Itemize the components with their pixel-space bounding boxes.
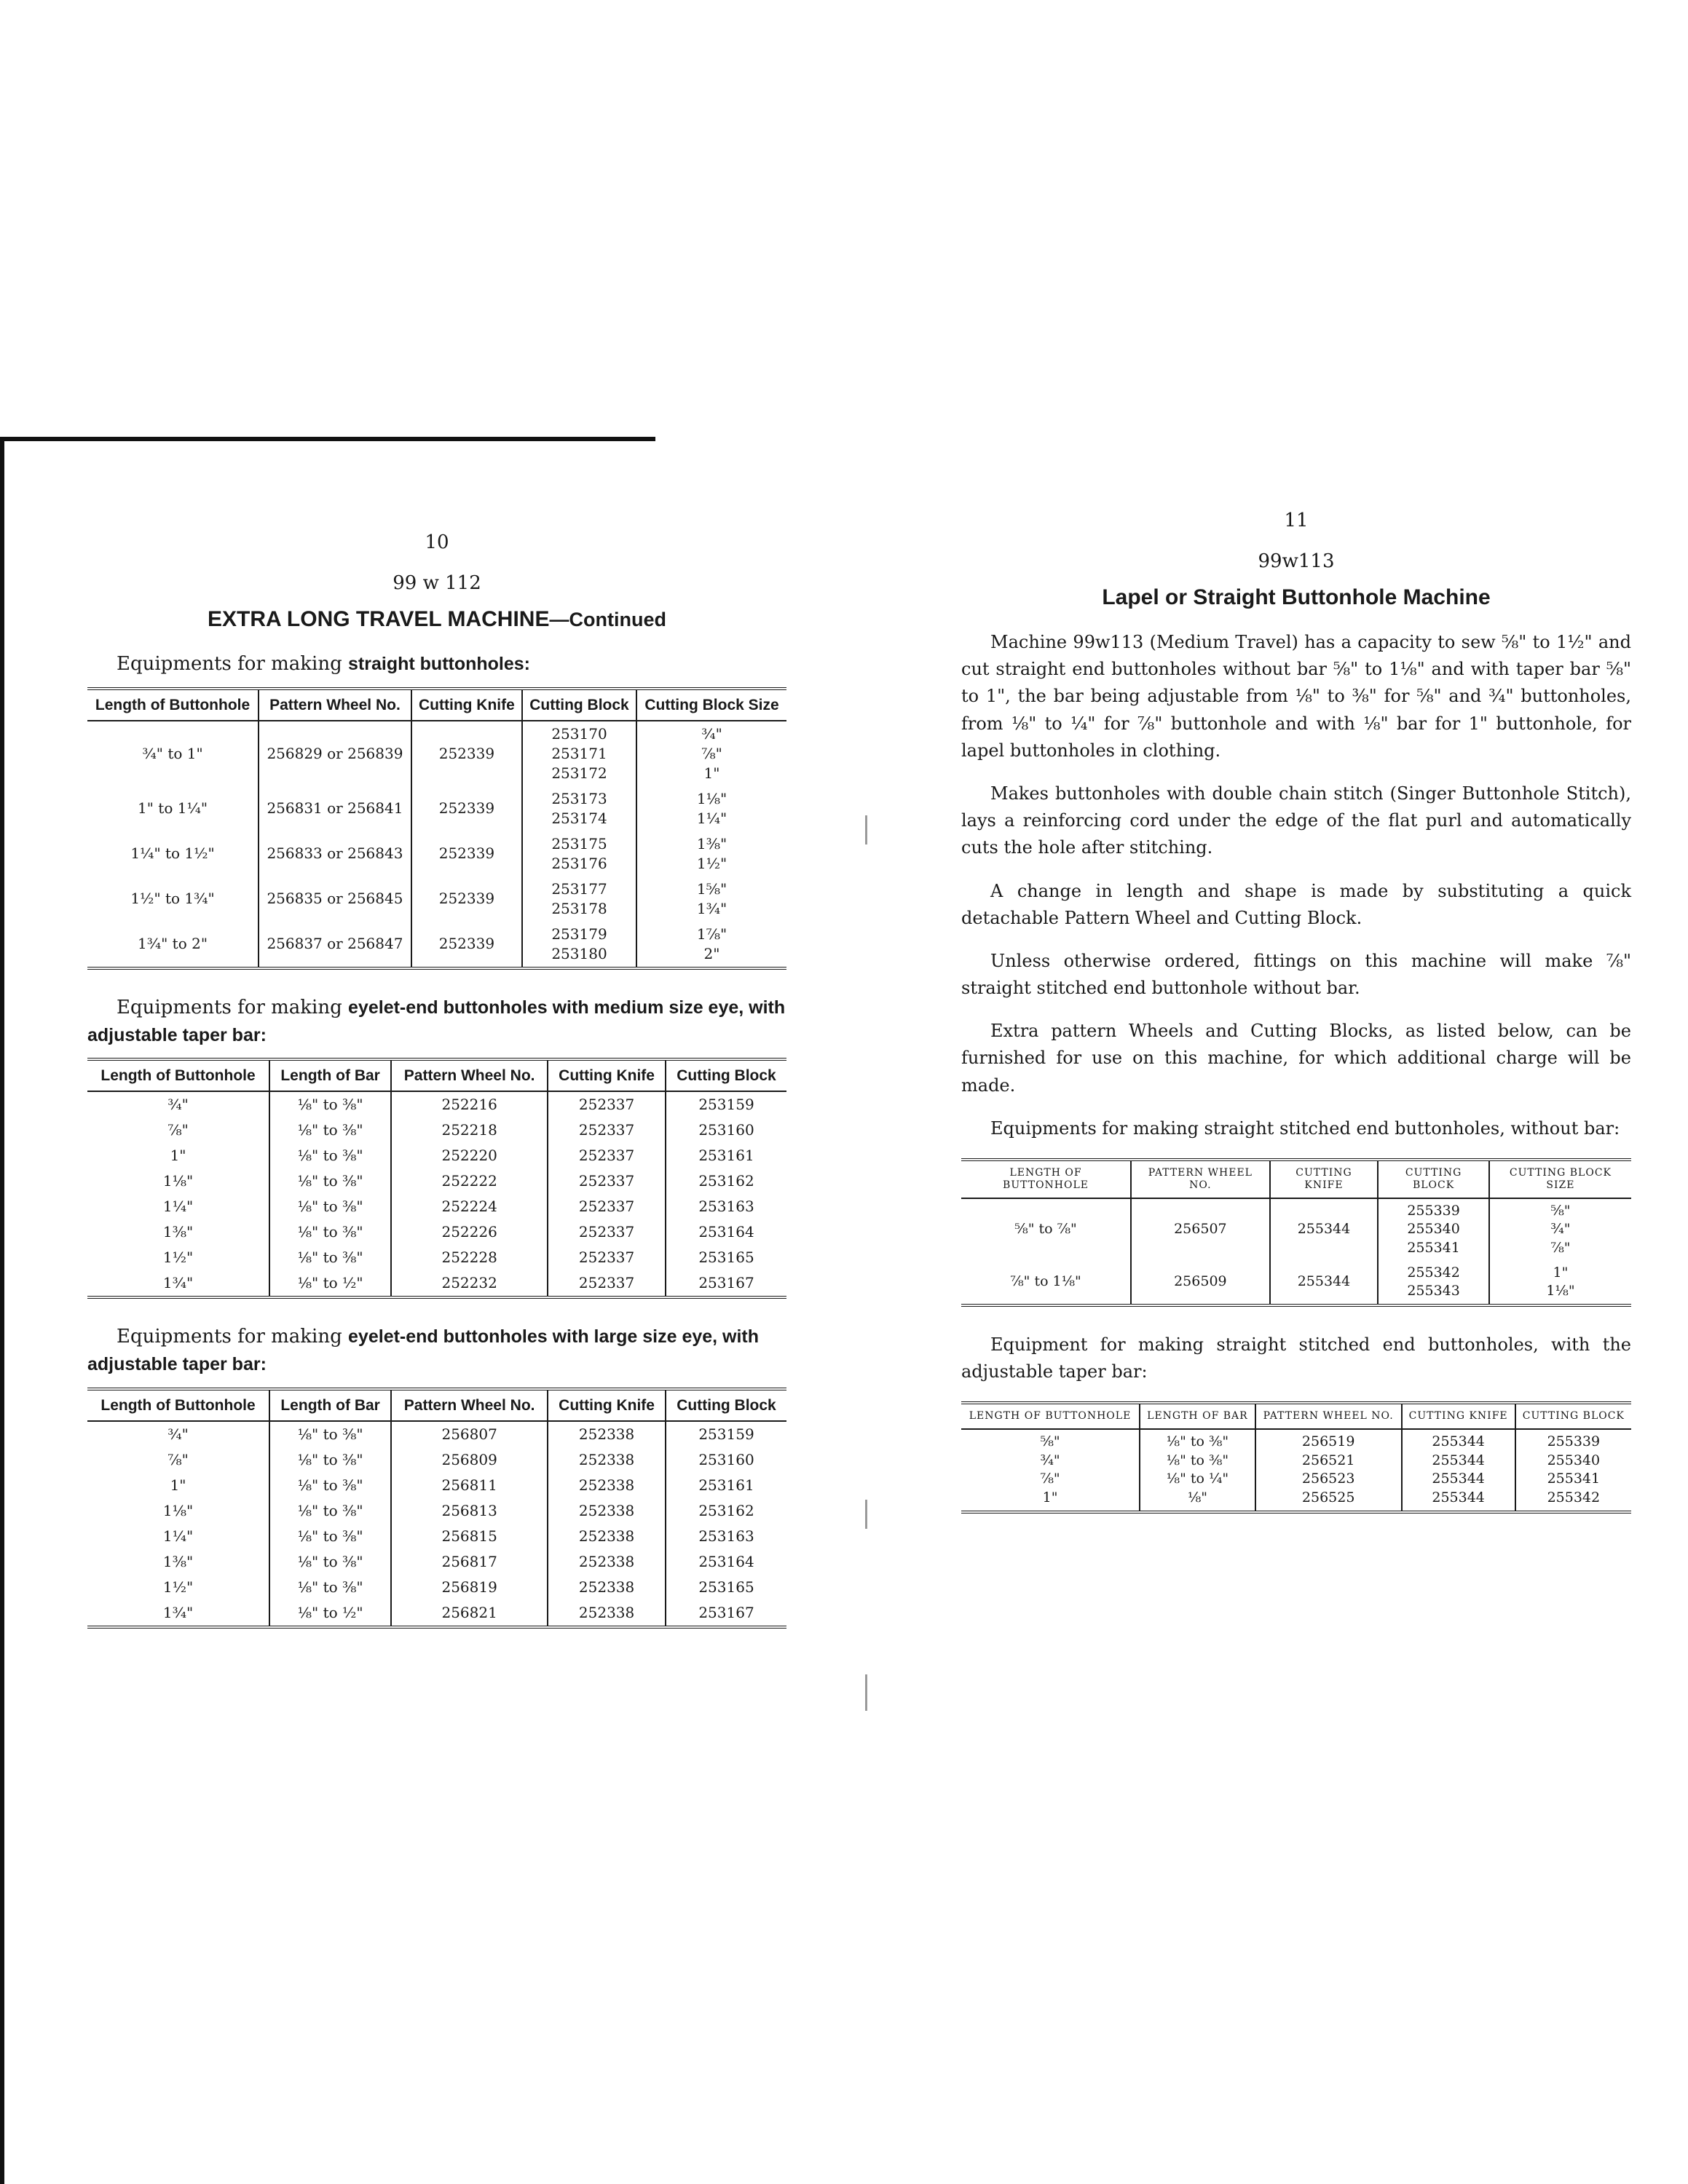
col-header: LENGTH OF BAR xyxy=(1140,1403,1255,1429)
cell: ⅛" to ⅜" xyxy=(269,1245,391,1270)
table-row xyxy=(87,1498,786,1524)
cell-knife: 252339 xyxy=(411,721,522,786)
cell-sizes: 1⅞" 2" xyxy=(636,922,786,968)
description-paragraph: A change in length and shape is made by substituting a quick detachable Pattern Wheel and Cutting Block. xyxy=(961,880,1631,928)
cell: 1½" xyxy=(162,1578,194,1596)
description-paragraph: Makes buttonholes with double chain stitch (Singer Buttonhole Stitch), lays a reinforcing cord under the edge of the flat purl and automatically cuts the hole after stitching. xyxy=(961,783,1631,858)
right-page xyxy=(961,510,1631,1538)
cell-wheel: 256509 xyxy=(1131,1261,1270,1305)
section-intro: Equipment for making straight stitched end buttonholes, with the adjustable taper bar: xyxy=(961,1334,1631,1382)
page-title xyxy=(87,607,786,632)
intro-bold: straight buttonholes: xyxy=(348,654,531,674)
cell: 253165 xyxy=(666,1575,786,1600)
cell: 252220 xyxy=(391,1143,548,1168)
cell-blocks: 253177 253178 xyxy=(522,877,636,922)
intro-text: Equipments for making xyxy=(117,653,349,675)
intro-bold: eyelet-end buttonholes with large size eye, with adjustable taper bar: xyxy=(87,1326,760,1375)
table-row xyxy=(87,1219,786,1245)
cell: 252222 xyxy=(391,1168,548,1194)
cell: 252337 xyxy=(548,1091,666,1117)
cell: 1⅛" xyxy=(162,1502,194,1519)
col-header: Cutting Block xyxy=(522,689,636,721)
cell: ¾" xyxy=(167,1096,189,1114)
cell-blocks: 253173 253174 xyxy=(522,786,636,831)
col-header: LENGTH OF BUTTONHOLE xyxy=(961,1403,1140,1429)
table-row xyxy=(961,1261,1631,1305)
cell-knife: 255344 xyxy=(1270,1198,1379,1261)
cell-sizes: 1⅝" 1¾" xyxy=(636,877,786,922)
page-title: Lapel or Straight Buttonhole Machine xyxy=(1102,585,1491,609)
cell: 253159 xyxy=(666,1091,786,1117)
col-header: Length of Buttonhole xyxy=(87,1389,269,1421)
table-row xyxy=(961,1429,1631,1512)
description-paragraph: Machine 99w113 (Medium Travel) has a capacity to sew ⅝" to 1½" and cut straight end buttonholes without bar ⅝" to 1⅛" and with taper bar ⅝" to 1", the bar being adjustable from ⅛" to ⅜" for ⅝" and ¾" buttonholes, from ⅛" to ¼" for ⅞" buttonhole and with ⅛" bar for 1" buttonhole, for lapel buttonholes in clothing. xyxy=(961,632,1631,761)
table-row xyxy=(87,1143,786,1168)
table-row xyxy=(87,786,786,831)
cell: 1½" xyxy=(162,1249,194,1267)
cell: 252338 xyxy=(548,1549,666,1575)
cell-length: 1" to 1¼" xyxy=(138,799,208,818)
col-header: Cutting Block xyxy=(666,1059,786,1091)
cell: 1" xyxy=(170,1476,186,1494)
table-row xyxy=(87,1270,786,1297)
cell: 253162 xyxy=(666,1498,786,1524)
page-edge-shadow-top xyxy=(0,437,655,441)
cell: 1⅜" xyxy=(162,1553,194,1570)
cell: ⅛" to ⅜" xyxy=(269,1219,391,1245)
table-row xyxy=(87,1473,786,1498)
cell: 253167 xyxy=(666,1270,786,1297)
table-row xyxy=(87,1524,786,1549)
cell: 256809 xyxy=(391,1447,548,1473)
cell-sizes: 1⅛" 1¼" xyxy=(636,786,786,831)
cell: 256813 xyxy=(391,1498,548,1524)
table-row xyxy=(87,877,786,922)
model-number: 99w113 xyxy=(1258,550,1335,572)
cell: 252337 xyxy=(548,1117,666,1143)
cell: 252338 xyxy=(548,1473,666,1498)
eyelet-medium-eye-table xyxy=(87,1058,786,1299)
cell: 252338 xyxy=(548,1600,666,1627)
cell-wheel: 256833 or 256843 xyxy=(259,831,411,877)
cell: ⅛" to ⅜" xyxy=(269,1473,391,1498)
section-intro xyxy=(87,651,786,678)
cell: 253167 xyxy=(666,1600,786,1627)
cell: ⅛" to ½" xyxy=(269,1600,391,1627)
cell: 252338 xyxy=(548,1447,666,1473)
section-intro: Equipments for making straight stitched end buttonholes, without bar: xyxy=(990,1117,1620,1139)
cell: 253160 xyxy=(666,1447,786,1473)
table-row xyxy=(87,1168,786,1194)
cell-blocks: 253175 253176 xyxy=(522,831,636,877)
cell: 256811 xyxy=(391,1473,548,1498)
cell: 253160 xyxy=(666,1117,786,1143)
cell: 252337 xyxy=(548,1194,666,1219)
title-suffix: —Continued xyxy=(549,609,666,630)
cell-wheel: 256831 or 256841 xyxy=(259,786,411,831)
cell: 252224 xyxy=(391,1194,548,1219)
col-header: Length of Buttonhole xyxy=(87,689,259,721)
fold-mark xyxy=(865,1500,867,1529)
cell: 1¾" xyxy=(162,1274,194,1292)
cell: 252226 xyxy=(391,1219,548,1245)
cell: 1¼" xyxy=(162,1527,194,1545)
cell-blocks: 255342 255343 xyxy=(1378,1261,1489,1305)
cell: 252337 xyxy=(548,1245,666,1270)
cell: 253159 xyxy=(666,1421,786,1447)
cell: 253162 xyxy=(666,1168,786,1194)
col-header: CUTTING BLOCK SIZE xyxy=(1489,1160,1631,1198)
model-number: 99 w 112 xyxy=(393,572,481,594)
cell-length: 1¾" to 2" xyxy=(138,935,208,953)
cell: 1¾" xyxy=(162,1604,194,1621)
cell: ⅛" to ⅜" xyxy=(269,1575,391,1600)
cell: ⅛" to ⅜" xyxy=(269,1168,391,1194)
col-header: Cutting Knife xyxy=(411,689,522,721)
cell: ⅛" to ⅜" xyxy=(269,1117,391,1143)
cell: 252337 xyxy=(548,1143,666,1168)
cell-blocks: 253170 253171 253172 xyxy=(522,721,636,786)
cell: 253161 xyxy=(666,1143,786,1168)
cell: 1⅛" xyxy=(162,1172,194,1190)
cell: 256815 xyxy=(391,1524,548,1549)
cell: ⅛" to ⅜" xyxy=(269,1524,391,1549)
cell-knife: 255344 xyxy=(1270,1261,1379,1305)
cell: 253161 xyxy=(666,1473,786,1498)
table-row xyxy=(87,1447,786,1473)
cell: 252216 xyxy=(391,1091,548,1117)
cell-wheel: 256507 xyxy=(1131,1198,1270,1261)
description-paragraph: Unless otherwise ordered, fittings on this machine will make ⅞" straight stitched end buttonhole without bar. xyxy=(961,950,1631,999)
intro-bold: eyelet-end buttonholes with medium size eye, with adjustable taper bar: xyxy=(87,997,786,1045)
eyelet-large-eye-table xyxy=(87,1388,786,1629)
section-intro xyxy=(87,1324,786,1378)
cell-length: 1¼" to 1½" xyxy=(130,844,215,863)
cell: 252338 xyxy=(548,1421,666,1447)
col-header: PATTERN WHEEL NO. xyxy=(1255,1403,1402,1429)
cell-knife: 252339 xyxy=(411,922,522,968)
cell-blocks: 253179 253180 xyxy=(522,922,636,968)
col-header: CUTTING KNIFE xyxy=(1402,1403,1515,1429)
cell: 252337 xyxy=(548,1168,666,1194)
col-header: CUTTING BLOCK xyxy=(1515,1403,1631,1429)
table-row xyxy=(87,1091,786,1117)
table-row xyxy=(87,1421,786,1447)
cell: 256817 xyxy=(391,1549,548,1575)
cell: ⅛" to ½" xyxy=(269,1270,391,1297)
table-row xyxy=(87,1117,786,1143)
cell-blocks: 255339 255340 255341 xyxy=(1378,1198,1489,1261)
col-header: LENGTH OF BUTTONHOLE xyxy=(961,1160,1131,1198)
cell-length: 1½" to 1¾" xyxy=(130,890,215,908)
cell-sizes: ⅝" ¾" ⅞" xyxy=(1489,1198,1631,1261)
col-header: Length of Buttonhole xyxy=(87,1059,269,1091)
cell-wheel: 256835 or 256845 xyxy=(259,877,411,922)
cell: 1¼" xyxy=(162,1198,194,1216)
cell: ⅛" to ⅜" xyxy=(269,1421,391,1447)
col-header: Pattern Wheel No. xyxy=(391,1059,548,1091)
cell: 256819 xyxy=(391,1575,548,1600)
fold-mark xyxy=(865,815,867,844)
cell: ⅛" to ⅜" xyxy=(269,1143,391,1168)
col-header: Cutting Block xyxy=(666,1389,786,1421)
cell: 253163 xyxy=(666,1524,786,1549)
cell-length: ⅝" ¾" ⅞" 1" xyxy=(1040,1433,1060,1506)
page-edge-shadow-left xyxy=(0,437,4,2184)
cell: ⅞" xyxy=(167,1121,189,1139)
cell-sizes: 1⅜" 1½" xyxy=(636,831,786,877)
cell-wheel: 256519 256521 256523 256525 xyxy=(1255,1429,1402,1512)
cell: ⅛" to ⅜" xyxy=(269,1091,391,1117)
col-header: Pattern Wheel No. xyxy=(259,689,411,721)
table-row xyxy=(87,1575,786,1600)
cell: 253164 xyxy=(666,1549,786,1575)
col-header: Length of Bar xyxy=(269,1389,391,1421)
cell: 252232 xyxy=(391,1270,548,1297)
cell: 252228 xyxy=(391,1245,548,1270)
cell: ¾" xyxy=(167,1425,189,1443)
col-header: Length of Bar xyxy=(269,1059,391,1091)
straight-stitched-no-bar-table xyxy=(961,1158,1631,1307)
section-intro xyxy=(87,994,786,1049)
col-header: Pattern Wheel No. xyxy=(391,1389,548,1421)
cell: 252337 xyxy=(548,1219,666,1245)
cell-knife: 252339 xyxy=(411,831,522,877)
cell: 252337 xyxy=(548,1270,666,1297)
cell-wheel: 256829 or 256839 xyxy=(259,721,411,786)
cell: 256821 xyxy=(391,1600,548,1627)
intro-text: Equipments for making xyxy=(117,1326,349,1348)
straight-buttonholes-table xyxy=(87,687,786,970)
cell-length: ¾" to 1" xyxy=(142,744,203,762)
table-row xyxy=(87,922,786,968)
table-row xyxy=(87,1549,786,1575)
cell: 253164 xyxy=(666,1219,786,1245)
cell: 1⅜" xyxy=(162,1223,194,1241)
cell: ⅛" to ⅜" xyxy=(269,1447,391,1473)
col-header: Cutting Block Size xyxy=(636,689,786,721)
cell: ⅞" xyxy=(167,1451,189,1468)
cell-knife: 252339 xyxy=(411,877,522,922)
cell: 252338 xyxy=(548,1524,666,1549)
page-number: 11 xyxy=(1284,510,1309,531)
table-row xyxy=(87,1194,786,1219)
intro-text: Equipments for making xyxy=(117,996,349,1018)
cell-wheel: 256837 or 256847 xyxy=(259,922,411,968)
cell-length: ⅝" to ⅞" xyxy=(1014,1221,1077,1238)
cell-sizes: 1" 1⅛" xyxy=(1489,1261,1631,1305)
cell-knife: 252339 xyxy=(411,786,522,831)
col-header: PATTERN WHEEL NO. xyxy=(1131,1160,1270,1198)
col-header: Cutting Knife xyxy=(548,1389,666,1421)
cell-block: 255339 255340 255341 255342 xyxy=(1515,1429,1631,1512)
cell-length: ⅞" to 1⅛" xyxy=(1010,1273,1081,1290)
cell: ⅛" to ⅜" xyxy=(269,1498,391,1524)
cell-bar: ⅛" to ⅜" ⅛" to ⅜" ⅛" to ¼" ⅛" xyxy=(1140,1429,1255,1512)
cell: 252338 xyxy=(548,1575,666,1600)
col-header: Cutting Knife xyxy=(548,1059,666,1091)
left-page xyxy=(87,531,786,1653)
table-row xyxy=(961,1198,1631,1261)
cell: 1" xyxy=(170,1147,186,1165)
table-row xyxy=(87,1600,786,1627)
cell: 253163 xyxy=(666,1194,786,1219)
cell-sizes: ¾" ⅞" 1" xyxy=(636,721,786,786)
cell: ⅛" to ⅜" xyxy=(269,1194,391,1219)
fold-mark xyxy=(865,1674,867,1711)
table-row xyxy=(87,1245,786,1270)
cell: 256807 xyxy=(391,1421,548,1447)
cell: 253165 xyxy=(666,1245,786,1270)
cell: 252338 xyxy=(548,1498,666,1524)
table-row xyxy=(87,721,786,786)
col-header: CUTTING KNIFE xyxy=(1270,1160,1379,1198)
table-row xyxy=(87,831,786,877)
title-main: EXTRA LONG TRAVEL MACHINE xyxy=(208,607,550,631)
page-number: 10 xyxy=(425,531,449,553)
cell: ⅛" to ⅜" xyxy=(269,1549,391,1575)
straight-stitched-taper-bar-table xyxy=(961,1401,1631,1513)
cell: 252218 xyxy=(391,1117,548,1143)
cell-knife: 255344 255344 255344 255344 xyxy=(1402,1429,1515,1512)
col-header: CUTTING BLOCK xyxy=(1378,1160,1489,1198)
description-paragraph: Extra pattern Wheels and Cutting Blocks, as listed below, can be furnished for use on this machine, for which additional charge will be made. xyxy=(961,1021,1631,1096)
